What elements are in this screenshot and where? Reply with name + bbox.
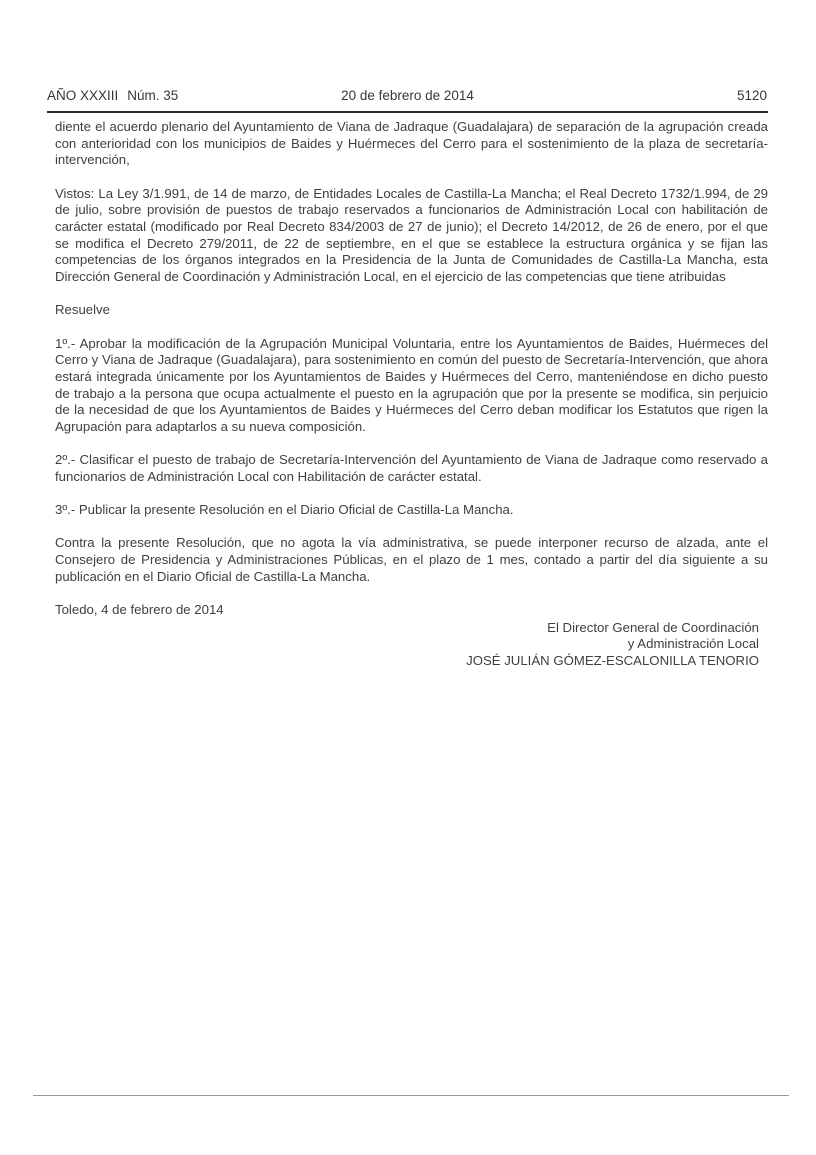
page-number: 5120 — [736, 88, 767, 103]
paragraph-resolution-3: 3º.- Publicar la presente Resolución en el Diario Oficial de Castilla-La Mancha. — [55, 502, 514, 518]
signature-block — [55, 620, 768, 670]
signature-title-line-2: y Administración Local — [627, 636, 759, 652]
signature-name: JOSÉ JULIÁN GÓMEZ-ESCALONILLA TENORIO — [466, 653, 759, 669]
paragraph-continuation: diente el acuerdo plenario del Ayuntamiento de Viana de Jadraque (Guadalajara) de separación de la agrupación creada con anterioridad con los municipios de Baides y Huérmeces del Cerro para el sostenimiento de la plaza de secretaría-intervención, — [55, 119, 768, 168]
paragraph-resolution-1: 1º.- Aprobar la modificación de la Agrupación Municipal Voluntaria, entre los Ayuntamientos de Baides, Huérmeces del Cerro y Viana de Jadraque (Guadalajara), para sostenimiento en común del puesto de Secretaría-Intervención, que ahora estará integrada únicamente por los Ayuntamientos de Baides y Huérmeces del Cerro, manteniéndose en dicho puesto de trabajo a la persona que ocupa actualmente el puesto en la agrupación que por la presente se modifica, sin perjuicio de la necesidad de que los Ayuntamientos de Baides y Huérmeces del Cerro deban modificar los Estatutos que rigen la Agrupación para adaptarlos a su nueva composición. — [55, 335, 768, 435]
edition-date: 20 de febrero de 2014 — [341, 88, 474, 103]
signature-title-line-1: El Director General de Coordinación — [547, 619, 759, 635]
header-left-group — [47, 87, 178, 104]
paragraph-vistos: Vistos: La Ley 3/1.991, de 14 de marzo, de Entidades Locales de Castilla-La Mancha; el Real Decreto 1732/1.994, de 29 de julio, sobre provisión de puestos de trabajo reservados a funcionarios de Administración Local con habilitación de carácter estatal (modificado por Real Decreto 834/2003 de 27 de junio); el Decreto 14/2012, de 26 de enero, por el que se modifica el Decreto 279/2011, de 22 de septiembre, en el que se establece la estructura orgánica y se fijan las competencias de los órganos integrados en la Presidencia de la Junta de Comunidades de Castilla-La Mancha, esta Dirección General de Coordinación y Administración Local, en el ejercicio de las competencias que tiene atribuidas — [55, 185, 768, 285]
paragraph-resolution-2: 2º.- Clasificar el puesto de trabajo de Secretaría-Intervención del Ayuntamiento de Viana de Jadraque como reservado a funcionarios de Administración Local con Habilitación de carácter estatal. — [55, 452, 768, 484]
issue-number: Núm. 35 — [127, 88, 179, 103]
edition-year: AÑO XXXIII — [47, 88, 119, 103]
footer-rule — [33, 1095, 789, 1096]
dateline: Toledo, 4 de febrero de 2014 — [55, 601, 224, 617]
resuelve-heading: Resuelve — [55, 302, 110, 318]
page-header — [47, 87, 768, 113]
document-body — [55, 119, 768, 670]
paragraph-appeal-notice: Contra la presente Resolución, que no agota la vía administrativa, se puede interponer recurso de alzada, ante el Consejero de Presidencia y Administraciones Públicas, en el plazo de 1 mes, contado a partir del día siguiente a su publicación en el Diario Oficial de Castilla-La Mancha. — [55, 535, 768, 584]
